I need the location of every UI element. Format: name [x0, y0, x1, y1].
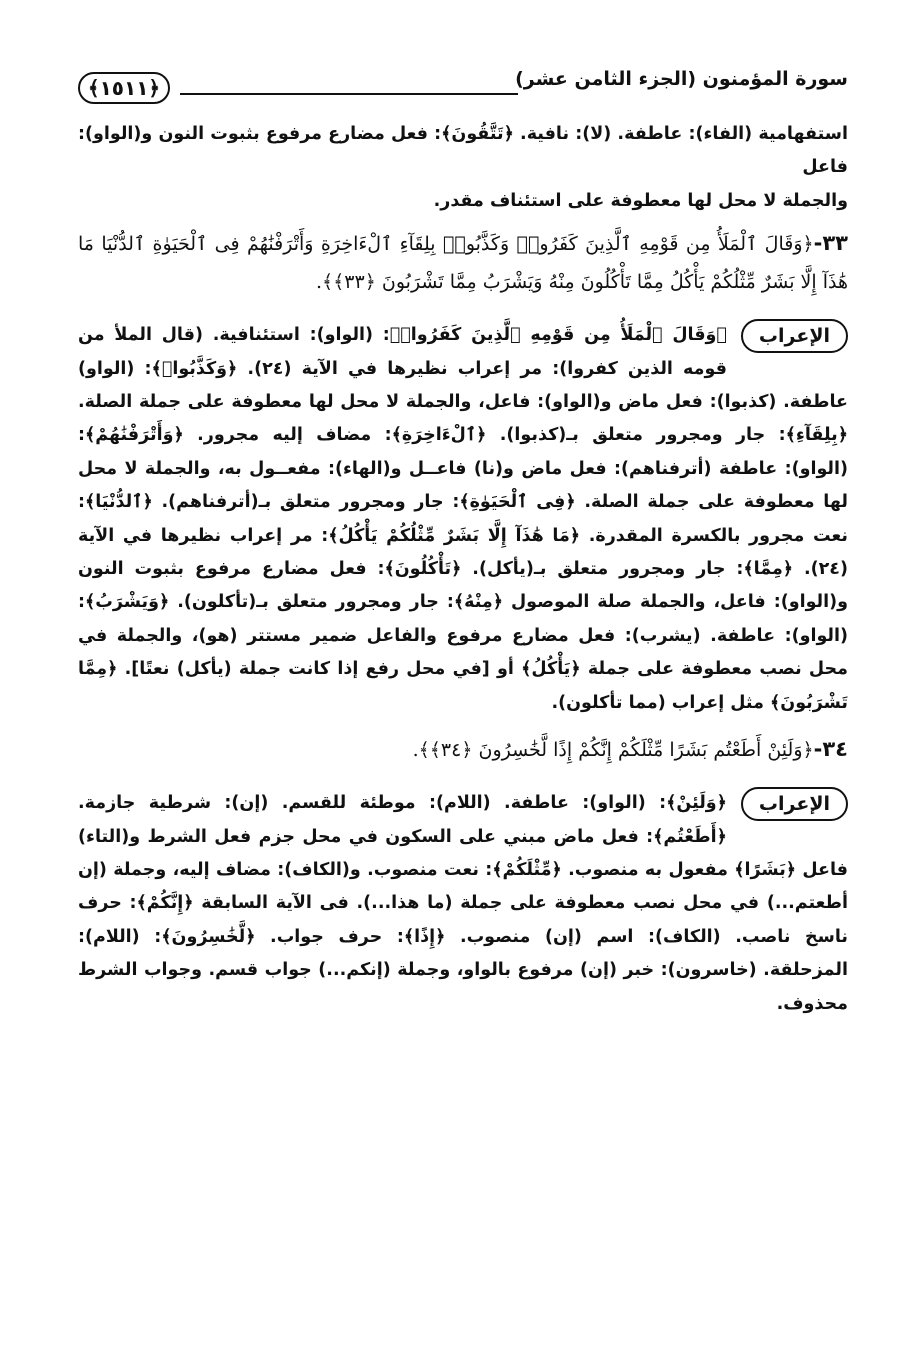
verse-33 — [78, 224, 848, 301]
document-page — [78, 60, 848, 1021]
page-number: ﴿١٥١١﴾ — [78, 72, 170, 104]
irab-label-box: الإعراب — [741, 319, 848, 353]
verse-34 — [78, 730, 848, 769]
verse-33-text: ﴿وَقَالَ ٱلْمَلَأُ مِن قَوْمِهِ ٱلَّذِينَ كَفَرُوا۟ وَكَذَّبُوا۟ بِلِقَآءِ ٱلْءَاخِرَةِ وَأَتْرَفْنَٰهُمْ فِى ٱلْحَيَوٰةِ ٱلدُّنْيَا مَا هَٰذَآ إِلَّا بَشَرٌ مِّثْلُكُمْ يَأْكُلُ مِمَّا تَأْكُلُونَ مِنْهُ وَيَشْرَبُ مِمَّا تَشْرَبُونَ ﴿٣٣﴾﴾. — [78, 233, 848, 294]
verse-33-number: ٣٣- — [813, 231, 848, 256]
verse-34-text: ﴿وَلَئِنْ أَطَعْتُم بَشَرًا مِّثْلَكُمْ إِنَّكُمْ إِذًا لَّخَٰسِرُونَ ﴿٣٤﴾﴾. — [412, 739, 814, 762]
irab-34-text: ﴿وَلَئِنْ﴾: (الواو): عاطفة. (اللام): موطئة للقسم. (إن): شرطية جازمة. ﴿أَطَعْتُم﴾: فعل ماض مبني على السكون في محل جزم فعل الشرط و(التاء) فاعل ﴿بَشَرًا﴾ مفعول به منصوب. ﴿مِّثْلَكُمْ﴾: نعت منصوب. و(الكاف): مضاف إليه، وجملة (إن أطعتم...) في محل نصب معطوفة على جملة (ما هذا...). فى الآية السابقة ﴿إِنَّكُمْ﴾: حرف ناسخ ناصب. (الكاف): اسم (إن) منصوب. ﴿إِذًا﴾: حرف جواب. ﴿لَّخَٰسِرُونَ﴾: (اللام): المزحلقة. (خاسرون): خبر (إن) مرفوع بالواو، وجملة (إنكم...) جواب قسم. وجواب الشرط محذوف. — [78, 793, 848, 1014]
irab-33-text: ﴿وَقَالَ ٱلْمَلَأُ مِن قَوْمِهِ ٱلَّذِينَ كَفَرُوا۟﴾: (الواو): استئنافية. (قال الملأ من قومه الذين كفروا): مر إعراب نظيرها في الآية (٢٤). ﴿وَكَذَّبُوا۟﴾: (الواو) عاطفة. (كذبوا): فعل ماض و(الواو): فاعل، والجملة لا محل لها معطوفة على جملة الصلة. ﴿بِلِقَآءِ﴾: جار ومجرور متعلق بـ(كذبوا). ﴿ٱلْءَاخِرَةِ﴾: مضاف إليه مجرور. ﴿وَأَتْرَفْنَٰهُمْ﴾: (الواو): عاطفة (أترفناهم): فعل ماض و(نا) فاعــل و(الهاء): مفعــول به، والجملة لا محل لها معطوفة على جملة الصلة. ﴿فِى ٱلْحَيَوٰةِ﴾: جار ومجرور متعلق بـ(أترفناهم). ﴿ٱلدُّنْيَا﴾: نعت مجرور بالكسرة المقدرة. ﴿مَا هَٰذَآ إِلَّا بَشَرٌ مِّثْلُكُمْ يَأْكُلُ﴾: مر إعراب نظيرها في الآية (٢٤). ﴿مِمَّا﴾: جار ومجرور متعلق بـ(يأكل). ﴿تَأْكُلُونَ﴾: فعل مضارع مرفوع بثبوت النون و(الواو): فاعل، والجملة صلة الموصول ﴿مِنْهُ﴾: جار ومجرور متعلق بـ(تأكلون). ﴿وَيَشْرَبُ﴾: (الواو): عاطفة. (يشرب): فعل مضارع مرفوع والفاعل ضمير مستتر (هو)، والجملة في محل نصب معطوفة على جملة ﴿يَأْكُلُ﴾ أو [في محل رفع إذا كانت جملة (يأكل) نعتًا]. ﴿مِمَّا تَشْرَبُونَ﴾ مثل إعراب (مما تأكلون). — [78, 325, 848, 713]
spacer — [78, 769, 848, 787]
intro-line-1: استفهامية (الفاء): عاطفة. (لا): نافية. ﴿تَتَّقُونَ﴾: فعل مضارع مرفوع بثبوت النون و(الواو): فاعل — [78, 124, 848, 178]
surah-title: سورة المؤمنون (الجزء الثامن عشر) — [515, 68, 848, 90]
irab-section-33 — [78, 319, 848, 720]
spacer — [78, 301, 848, 319]
page-header — [78, 60, 848, 118]
irab-section-34 — [78, 787, 848, 1021]
intro-line-2: والجملة لا محل لها معطوفة على استئناف مقدر. — [433, 190, 848, 211]
spacer — [78, 720, 848, 730]
irab-label-box: الإعراب — [741, 787, 848, 821]
verse-34-number: ٣٤- — [813, 737, 848, 762]
header-rule — [180, 93, 518, 95]
